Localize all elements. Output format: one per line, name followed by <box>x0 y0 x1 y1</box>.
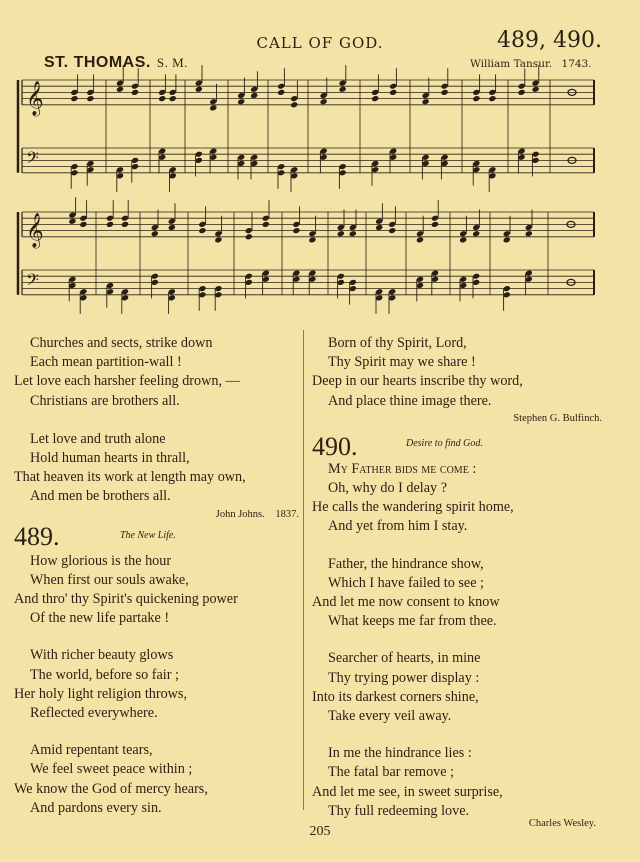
verse-line: Take every veil away. <box>328 708 452 725</box>
notehead <box>131 89 139 96</box>
notehead <box>209 104 217 111</box>
attribution-year: 1837. <box>275 508 299 520</box>
verse-line: Hold human hearts in thrall, <box>30 450 190 467</box>
notehead <box>250 92 258 99</box>
notehead <box>262 221 270 228</box>
verse-line: Deep in our hearts inscribe thy word, <box>312 373 523 390</box>
notehead <box>371 95 379 102</box>
page-header-hymn-numbers: 489, 490. <box>497 28 602 53</box>
notehead <box>472 95 480 102</box>
composer-year: 1743. <box>561 58 592 70</box>
verse-line: And men be brothers all. <box>30 488 171 505</box>
notehead <box>277 89 285 96</box>
hymn-header <box>14 522 299 550</box>
verse-line: Father, the hindrance show, <box>328 555 484 572</box>
notehead <box>518 89 526 96</box>
notehead <box>431 221 439 228</box>
notehead <box>388 227 396 234</box>
hymn-number: 490. <box>312 431 358 461</box>
verse-line: What keeps me far from thee. <box>328 613 497 630</box>
verse-line: When first our souls awake, <box>30 571 189 588</box>
treble-clef-icon: 𝄞 <box>26 80 44 116</box>
attribution-author: John Johns. <box>215 508 265 520</box>
verse-line: Let love each harsher feeling drown, — <box>14 373 240 390</box>
notehead <box>441 89 449 96</box>
verse-line: And place thine image there. <box>328 392 492 409</box>
verse-line: Amid repentant tears, <box>30 742 153 759</box>
notehead <box>339 86 347 93</box>
tune-title: ST. THOMAS. <box>44 54 151 71</box>
verse-line: Searcher of hearts, in mine <box>328 650 481 667</box>
stanza <box>14 646 299 723</box>
stanza <box>14 334 299 411</box>
notehead <box>79 221 87 228</box>
notehead <box>459 236 467 243</box>
stanza <box>14 552 299 629</box>
page-number: 205 <box>309 824 331 839</box>
notehead <box>337 230 345 237</box>
stanza <box>14 430 299 507</box>
verse-line: He calls the wandering spirit home, <box>312 499 514 516</box>
verse-line: Oh, why do I delay ? <box>328 480 447 497</box>
notehead <box>169 95 177 102</box>
notehead <box>375 224 383 231</box>
notehead <box>292 227 300 234</box>
notehead <box>488 95 496 102</box>
notehead <box>290 101 298 108</box>
notehead <box>503 236 511 243</box>
verse-line: Thy full redeeming love. <box>328 802 470 819</box>
verse-line: That heaven its work at length may own, <box>14 469 246 486</box>
stanza <box>312 334 602 411</box>
notehead <box>151 230 159 237</box>
hymn-title: Desire to find God. <box>406 437 483 449</box>
notehead <box>237 98 245 105</box>
verse-line: Christians are brothers all. <box>30 392 180 409</box>
verse-line: How glorious is the hour <box>30 552 172 569</box>
verse-line: Which I have failed to see ; <box>328 574 484 591</box>
verse-line: My Father bids me come : <box>328 460 477 477</box>
notehead <box>121 221 129 228</box>
bass-clef-icon: 𝄢 <box>26 147 39 172</box>
stanza <box>14 741 299 818</box>
notehead <box>422 98 430 105</box>
notehead <box>472 230 480 237</box>
attribution <box>14 509 299 520</box>
verse-line: We feel sweet peace within ; <box>30 761 193 778</box>
verse-line: Thy trying power display : <box>328 669 480 686</box>
hymn-number: 489. <box>14 521 60 551</box>
verse-line: And pardons every sin. <box>30 799 162 816</box>
attribution: Stephen G. Bulfinch. <box>513 412 602 424</box>
verse-line: And let me now consent to know <box>312 594 500 611</box>
verse-line: We know the God of mercy hears, <box>14 780 208 797</box>
notehead <box>389 89 397 96</box>
stanza <box>312 744 602 821</box>
page-header-title: CALL OF GOD. <box>256 34 384 52</box>
notehead <box>320 98 328 105</box>
verse-line: Into its darkest corners shine, <box>312 688 479 705</box>
verse-line: Let love and truth alone <box>30 430 166 447</box>
hymn-header <box>312 432 602 460</box>
verse-line: Of the new life partake ! <box>30 610 170 627</box>
notehead <box>68 218 76 225</box>
verse-line: Her holy light religion throws, <box>14 685 187 702</box>
notehead <box>116 86 124 93</box>
bass-clef-icon: 𝄢 <box>26 269 39 294</box>
verse-line: With richer beauty glows <box>30 647 174 664</box>
right-column <box>312 334 602 821</box>
notehead <box>198 227 206 234</box>
notehead <box>349 230 357 237</box>
notehead <box>168 224 176 231</box>
verse-line: Born of thy Spirit, Lord, <box>328 335 467 351</box>
notehead <box>214 236 222 243</box>
stanza <box>312 555 602 632</box>
notehead <box>525 230 533 237</box>
stanza <box>312 460 602 537</box>
notehead <box>106 221 114 228</box>
notehead <box>195 86 203 93</box>
notehead <box>158 95 166 102</box>
tune-meter: S. M. <box>156 55 188 70</box>
verse-line: And thro' thy Spirit's quickening power <box>14 591 238 608</box>
left-column <box>14 334 299 818</box>
composer-name: William Tansur. <box>470 58 553 70</box>
notehead <box>308 236 316 243</box>
column-divider <box>303 330 304 810</box>
verse-line: In me the hindrance lies : <box>328 745 472 762</box>
verse-line: The world, before so fair ; <box>30 666 179 683</box>
notehead <box>245 233 253 240</box>
hymn-title: The New Life. <box>120 529 176 541</box>
treble-clef-icon: 𝄞 <box>26 212 44 248</box>
notehead <box>86 95 94 102</box>
verse-line: Each mean partition-wall ! <box>30 354 182 371</box>
stanza <box>312 649 602 726</box>
verse-line: Reflected everywhere. <box>30 705 158 722</box>
music-score <box>0 0 640 320</box>
verse-line: And let me see, in sweet surprise, <box>312 783 503 800</box>
notehead <box>70 95 78 102</box>
verse-line: Churches and sects, strike down <box>30 335 213 351</box>
notehead <box>416 236 424 243</box>
verse-line: And yet from him I stay. <box>328 518 468 535</box>
verse-line: The fatal bar remove ; <box>328 764 455 781</box>
notehead <box>532 86 540 93</box>
verse-line: Thy Spirit may we share ! <box>328 354 476 371</box>
attribution-end: Charles Wesley. <box>528 818 596 829</box>
